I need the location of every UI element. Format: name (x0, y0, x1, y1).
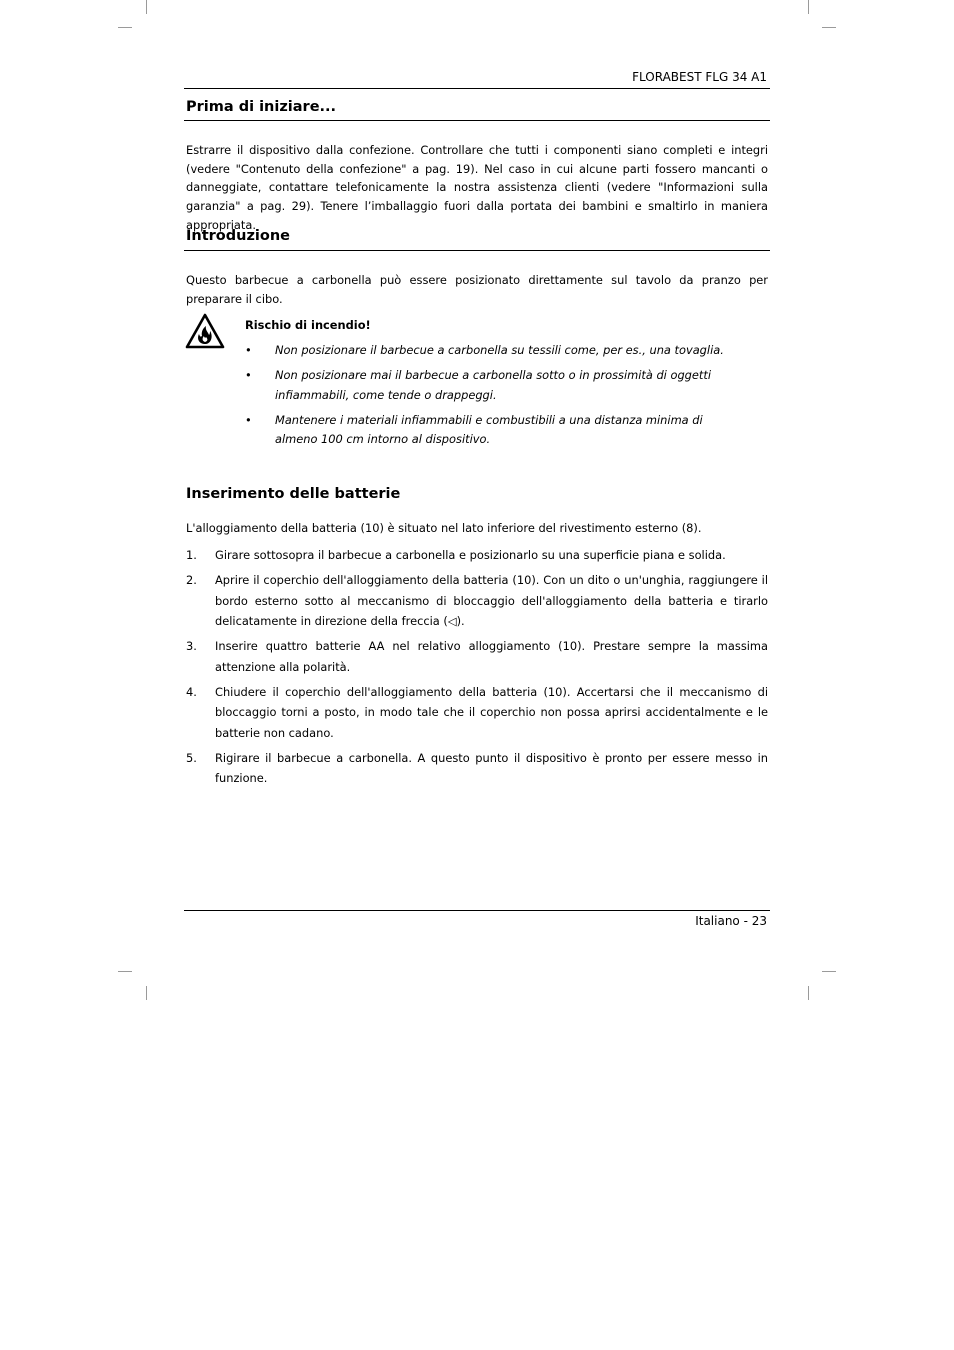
page-number: Italiano - 23 (695, 914, 767, 928)
section-title-batterie: Inserimento delle batterie (186, 486, 401, 502)
fire-warning-icon (185, 313, 225, 349)
list-item (245, 341, 745, 361)
section-rule (184, 120, 770, 121)
crop-mark (118, 27, 132, 28)
section-body-introduzione: Questo barbecue a carbonella può essere posizionato direttamente sul tavolo da pranzo per preparare il cibo. (186, 273, 768, 306)
list-item (186, 748, 768, 789)
step-number: 3. (186, 639, 197, 653)
bullet-icon: • (245, 412, 252, 427)
warning-item-text: Non posizionare il barbecue a carbonella su tessili come, per es., una tovaglia. (275, 343, 724, 357)
list-item (186, 682, 768, 744)
step-number: 2. (186, 573, 197, 587)
warning-item-text: Mantenere i materiali infiammabili e combustibili a una distanza minima di almeno 100 cm intorno al dispositivo. (275, 412, 703, 446)
steps-list (186, 545, 768, 793)
crop-mark (118, 971, 132, 972)
crop-mark (808, 986, 809, 1000)
crop-mark (822, 27, 836, 28)
header-product-name: FLORABEST FLG 34 A1 (632, 70, 767, 84)
step-text: Inserire quattro batterie AA nel relativo alloggiamento (10). Prestare sempre la massima attenzione alla polarità. (215, 639, 768, 674)
step-number: 1. (186, 548, 197, 562)
list-item (245, 411, 745, 450)
list-item (186, 545, 768, 566)
crop-mark (146, 986, 147, 1000)
section-rule (184, 250, 770, 251)
list-item (186, 570, 768, 632)
crop-mark (822, 971, 836, 972)
step-text: Rigirare il barbecue a carbonella. A questo punto il dispositivo è pronto per essere messo in funzione. (215, 750, 768, 785)
bullet-icon: • (245, 343, 252, 357)
header-rule (184, 88, 770, 89)
footer-rule (184, 910, 770, 911)
crop-mark (808, 0, 809, 14)
warning-item-text: Non posizionare mai il barbecue a carbonella sotto o in prossimità di oggetti infiammabili, come tende o drappeggi. (275, 368, 712, 402)
step-number: 4. (186, 684, 197, 699)
warning-title: Rischio di incendio! (245, 318, 371, 332)
list-item (245, 366, 745, 405)
warning-list (245, 341, 745, 455)
section-body-prima: Estrarre il dispositivo dalla confezione. Controllare che tutti i componenti siano completi e integri (vedere "Contenuto della confezione" a pag. 19). Nel caso in cui alcune parti fossero mancanti o danneggiate, contattare telefonicamente la nostra assistenza clienti (vedere "Informazioni sulla garanzia" a pag. 29). Tenere l’imballaggio fuori dalla portata dei bambini e smaltirlo in maniera appropriata. (186, 143, 768, 232)
section-title-introduzione: Introduzione (186, 228, 290, 244)
bullet-icon: • (245, 368, 252, 382)
crop-mark (146, 0, 147, 14)
section-title-prima: Prima di iniziare... (186, 99, 337, 115)
step-text: Chiudere il coperchio dell'alloggiamento della batteria (10). Accertarsi che il meccanismo di bloccaggio torni a posto, in modo tale che il coperchio non possa aprirsi accidentalmente e le batterie non cadano. (215, 684, 768, 740)
step-text: Aprire il coperchio dell'alloggiamento della batteria (10). Con un dito o un'unghia, raggiungere il bordo esterno sotto al meccanismo di bloccaggio dell'alloggiamento della batteria e tirarlo delicatamente in direzione della freccia (◁). (215, 573, 768, 628)
step-text: Girare sottosopra il barbecue a carbonella e posizionarlo su una superficie piana e solida. (215, 548, 726, 562)
section-intro-batterie: L'alloggiamento della batteria (10) è situato nel lato inferiore del rivestimento esterno (8). (186, 521, 702, 535)
step-number: 5. (186, 750, 197, 765)
list-item (186, 636, 768, 677)
